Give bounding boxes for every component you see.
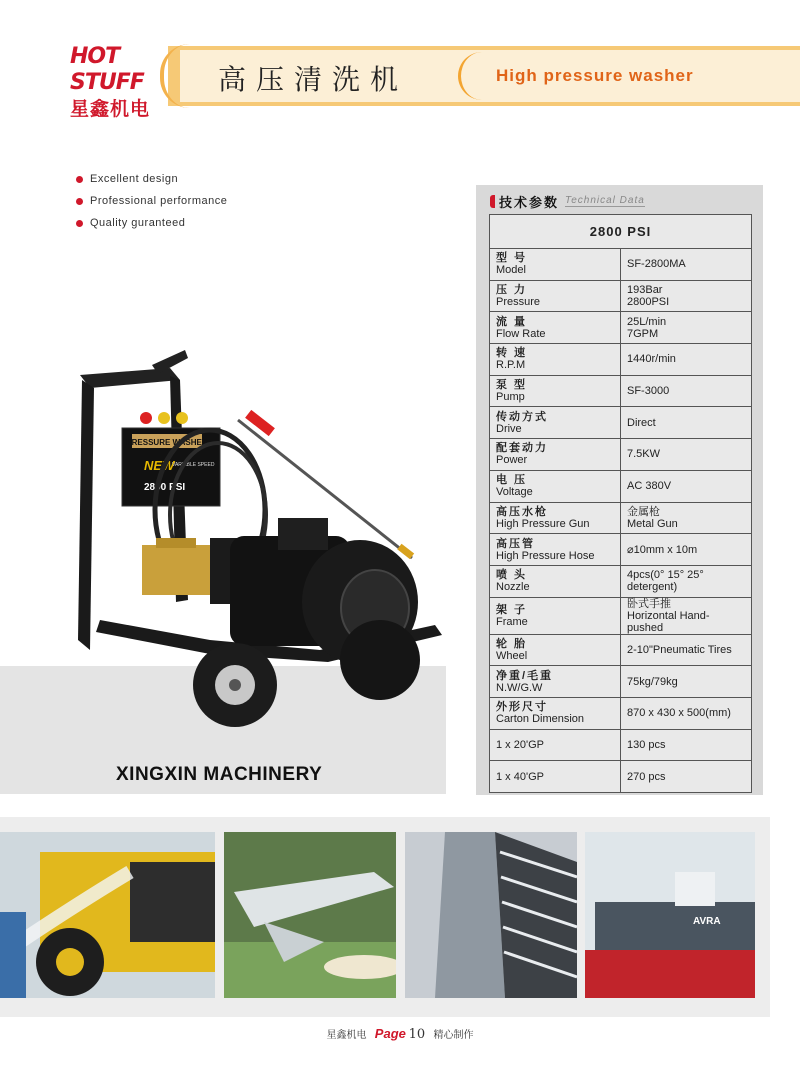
spec-key-en: Frame (496, 615, 528, 628)
table-row (490, 729, 752, 761)
spec-key (490, 344, 621, 376)
spec-header-row (490, 215, 752, 249)
spec-key (490, 534, 621, 566)
spec-key-cn: 泵 型 (496, 379, 528, 392)
spec-key-cn: 高压管 (496, 537, 535, 550)
spec-key (490, 249, 621, 281)
logo-text-cn: 星鑫机电 (70, 98, 151, 120)
panel-title: PRESSURE WASHER (126, 438, 208, 447)
table-row (490, 407, 752, 439)
spec-key-en: Pressure (496, 296, 541, 309)
page-title-en: High pressure washer (496, 66, 694, 85)
feature-label: Professional performance (90, 195, 228, 207)
footer-left: 星鑫机电 (326, 1030, 367, 1041)
spec-value: 卧式手推 Horizontal Hand-pushed (621, 597, 752, 634)
spec-key (490, 697, 621, 729)
ship-name-label: AVRA (693, 916, 721, 927)
spec-key-cn: 高压水枪 (496, 505, 548, 518)
spec-key (490, 312, 621, 344)
page-title-cn: 高压清洗机 (218, 63, 409, 96)
spec-value: 193Bar 2800PSI (621, 280, 752, 312)
table-row (490, 470, 752, 502)
table-row (490, 502, 752, 534)
spec-key-en: Nozzle (496, 581, 530, 594)
spec-value: 金属枪 Metal Gun (621, 502, 752, 534)
panel-sub-label: VARIABLE SPEED (172, 462, 215, 468)
table-row (490, 565, 752, 597)
spec-key (490, 729, 621, 761)
page-number: 10 (408, 1027, 426, 1042)
bullet-dot-icon (76, 220, 83, 227)
spec-key (490, 666, 621, 698)
spec-key-en: Drive (496, 422, 522, 435)
table-row (490, 312, 752, 344)
spec-heading (490, 190, 645, 212)
spec-key (490, 470, 621, 502)
spec-key-en: High Pressure Hose (496, 549, 595, 562)
table-row (490, 439, 752, 471)
feature-list (76, 168, 227, 234)
spec-key-en: Power (496, 454, 528, 467)
spec-key-en: 1 x 40'GP (496, 770, 544, 783)
page-footer (0, 1026, 800, 1042)
spec-value: 1440r/min (621, 344, 752, 376)
spec-key-en: Wheel (496, 649, 528, 662)
spec-key-en: N.W/G.W (496, 681, 543, 694)
spec-key-cn: 轮 胎 (496, 637, 528, 650)
table-row (490, 666, 752, 698)
footer-right: 精心制作 (433, 1030, 474, 1041)
loader-washing-photo (0, 832, 215, 998)
table-row (490, 249, 752, 281)
spec-key-en: 1 x 20'GP (496, 738, 544, 751)
spec-key-cn: 架 子 (496, 603, 528, 616)
logo-text-en: HOT STUFF (70, 44, 144, 95)
spec-value: ⌀10mm x 10m (621, 534, 752, 566)
product-caption: XINGXIN MACHINERY (116, 764, 323, 785)
spec-key (490, 439, 621, 471)
spec-value: 25L/min 7GPM (621, 312, 752, 344)
table-row (490, 344, 752, 376)
spec-key-en: R.P.M (496, 359, 526, 372)
spec-key (490, 634, 621, 666)
spec-key-cn: 电 压 (496, 474, 528, 487)
feature-item (76, 212, 227, 234)
table-row (490, 697, 752, 729)
table-row (490, 534, 752, 566)
spec-value: 7.5KW (621, 439, 752, 471)
spec-value: Direct (621, 407, 752, 439)
spec-key (490, 502, 621, 534)
spec-value: 130 pcs (621, 729, 752, 761)
spec-value: 4pcs(0° 15° 25° detergent) (621, 565, 752, 597)
brand-logo (70, 44, 170, 122)
heading-mark-icon (490, 195, 495, 208)
skyscraper-photo (405, 832, 577, 998)
feature-item (76, 168, 227, 190)
feature-label: Quality guranteed (90, 217, 186, 229)
spec-key-cn: 流 量 (496, 315, 528, 328)
spec-value: 2-10"Pneumatic Tires (621, 634, 752, 666)
table-row (490, 761, 752, 793)
spec-value: AC 380V (621, 470, 752, 502)
panel-new-label: NEW (144, 458, 175, 473)
footer-page-word: Page (374, 1026, 406, 1041)
spec-key-cn: 喷 头 (496, 569, 528, 582)
spec-heading-cn: 技术参数 (499, 194, 560, 210)
feature-item (76, 190, 227, 212)
spec-key-en: Flow Rate (496, 327, 546, 340)
table-row (490, 280, 752, 312)
spec-key-cn: 压 力 (496, 284, 528, 297)
bullet-dot-icon (76, 176, 83, 183)
spec-value: 75kg/79kg (621, 666, 752, 698)
panel-psi-label: 2800 PSI (144, 482, 186, 493)
spec-value: SF-2800MA (621, 249, 752, 281)
spec-key-cn: 外形尺寸 (496, 701, 548, 714)
spec-key-en: Voltage (496, 486, 533, 499)
spec-key-en: Carton Dimension (496, 713, 585, 726)
feature-label: Excellent design (90, 173, 179, 185)
spec-key-cn: 净重/毛重 (496, 669, 554, 682)
spec-key (490, 407, 621, 439)
ship-photo (585, 832, 755, 998)
spec-value: SF-3000 (621, 375, 752, 407)
bullet-dot-icon (76, 198, 83, 205)
spec-key-cn: 型 号 (496, 252, 528, 265)
spec-key-en: Model (496, 264, 526, 277)
spec-value: 870 x 430 x 500(mm) (621, 697, 752, 729)
table-row (490, 597, 752, 634)
spec-key-en: High Pressure Gun (496, 517, 590, 530)
spec-key-cn: 配套动力 (496, 442, 548, 455)
spec-key (490, 375, 621, 407)
spec-key (490, 597, 621, 634)
spec-key (490, 761, 621, 793)
table-row (490, 634, 752, 666)
spec-model-header: 2800 PSI (490, 215, 752, 249)
spec-key-cn: 转 速 (496, 347, 528, 360)
spec-key-en: Pump (496, 391, 525, 404)
table-row (490, 375, 752, 407)
spec-key (490, 280, 621, 312)
spec-heading-en: Technical Data (565, 195, 645, 206)
spec-key (490, 565, 621, 597)
spec-value: 270 pcs (621, 761, 752, 793)
aircraft-washing-photo (224, 832, 396, 998)
spec-table (489, 214, 752, 793)
spec-key-cn: 传动方式 (496, 410, 548, 423)
pressure-washer-image (60, 340, 460, 770)
